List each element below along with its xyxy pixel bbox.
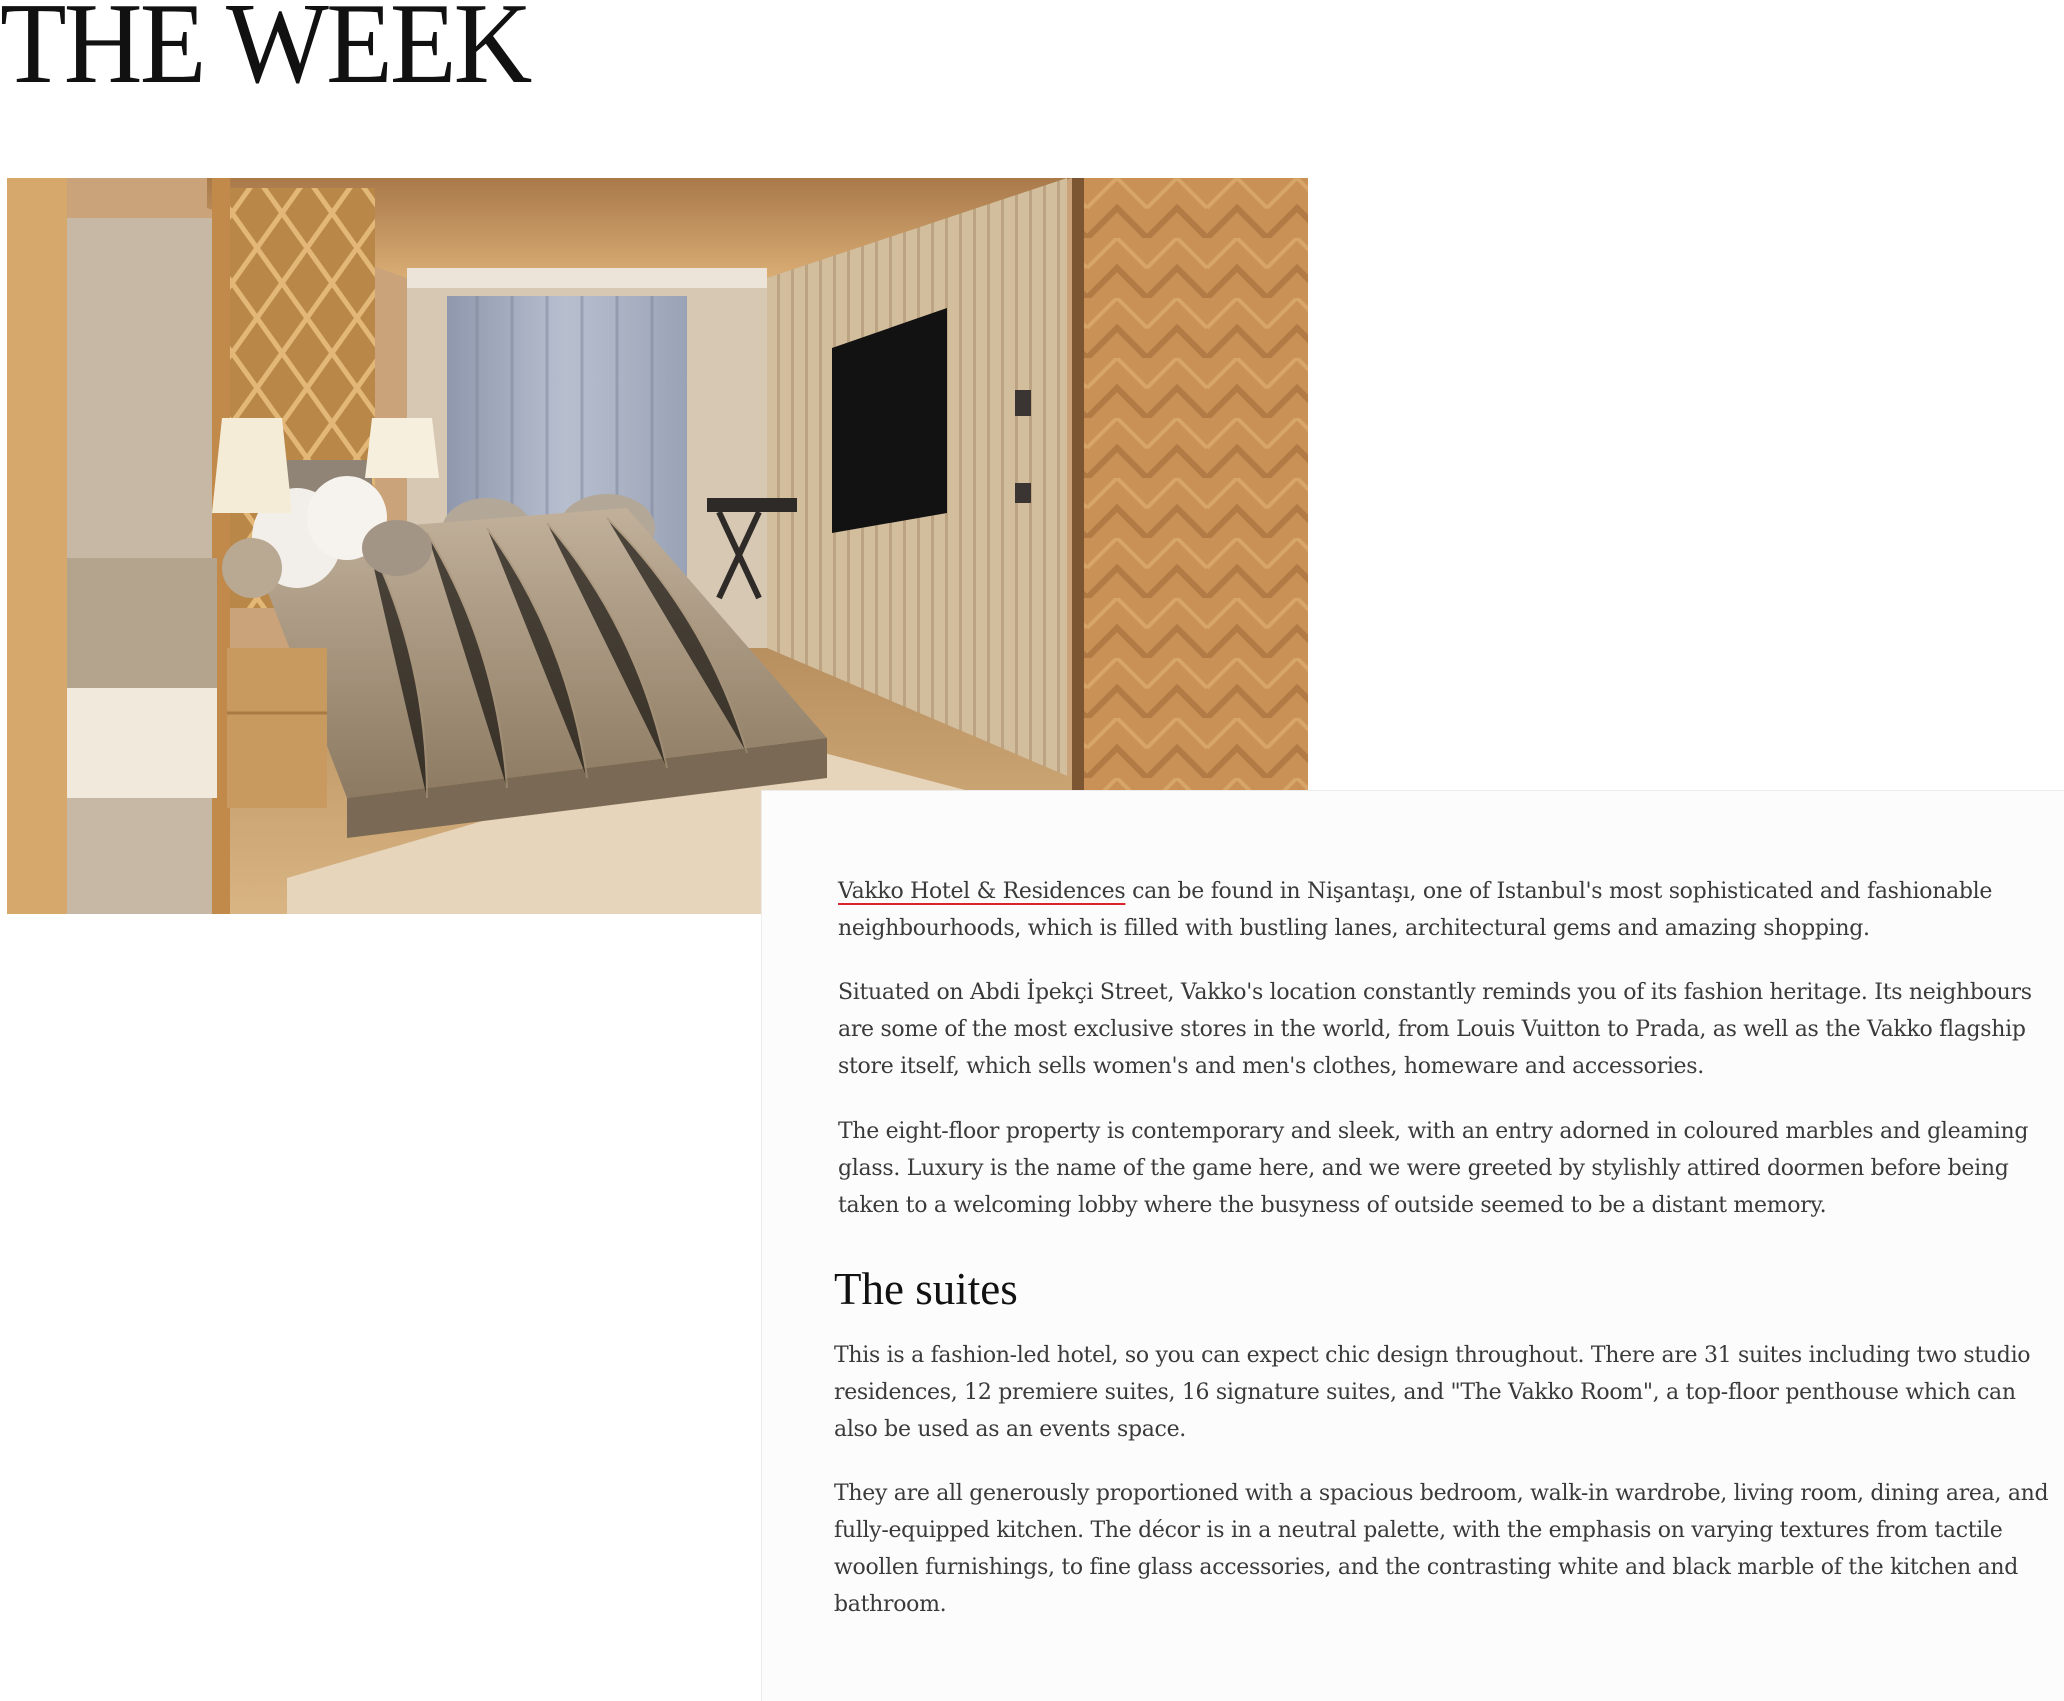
article-paragraph-2: Situated on Abdi İpekçi Street, Vakko's location constantly reminds you of its fashion heritage. Its neighbours are some of the most exclusive stores in the world, from Louis Vuitton to Prada, as well as the Vakko flagship store itself, which sells women's and men's clothes, homeware and accessories.	[838, 980, 2032, 1079]
paragraph-1-text: can be found in Nişantaşı, one of Istanbul's most sophisticated and fashionable neighbourhoods, which is filled with bustling lanes, architectural gems and amazing shopping.	[838, 879, 1993, 941]
article-paragraph-3: The eight-floor property is contemporary and sleek, with an entry adorned in coloured marbles and gleaming glass. Luxury is the name of the game here, and we were greeted by stylishly attired doormen before being taken to a welcoming lobby where the busyness of outside seemed to be a distant memory.	[838, 1119, 2029, 1218]
vakko-hotel-link[interactable]: Vakko Hotel & Residences	[838, 879, 1126, 904]
article-paragraph-5: They are all generously proportioned with a spacious bedroom, walk-in wardrobe, living room, dining area, and fully-equipped kitchen. The décor is in a neutral palette, with the emphasis on varying textures from tactile woollen furnishings, to fine glass accessories, and the contrasting white and black marble of the kitchen and bathroom.	[834, 1481, 2049, 1617]
masthead-logo[interactable]: THE WEEK	[0, 0, 530, 108]
article-paragraph-4: This is a fashion-led hotel, so you can expect chic design throughout. There are 31 suites including two studio residences, 12 premiere suites, 16 signature suites, and "The Vakko Room", a top-floor penthouse which can also be used as an events space.	[834, 1343, 2031, 1442]
section-heading-suites: The suites	[834, 1264, 1018, 1314]
article-body	[761, 790, 2064, 1701]
article-paragraph-1	[838, 873, 2048, 947]
